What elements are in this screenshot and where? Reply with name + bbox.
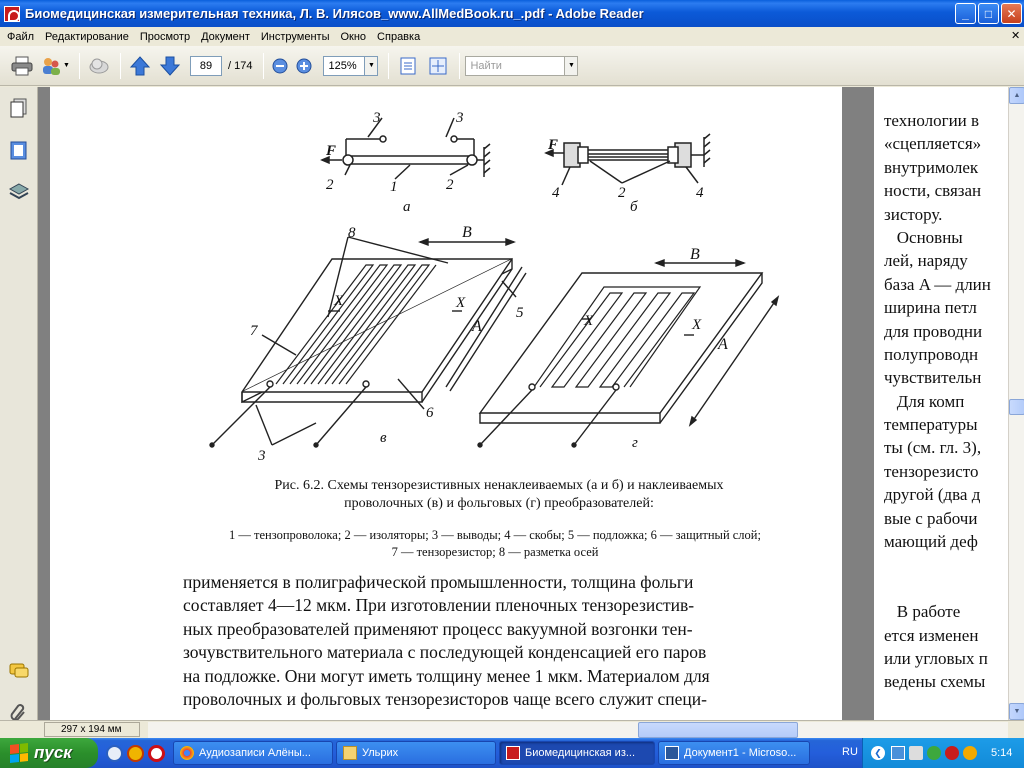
label-3-right: 3 xyxy=(456,110,464,126)
text-line: технологии в xyxy=(884,111,980,130)
text-line: составляет 4—12 мкм. При изготовлении пленочных тензорезистив- xyxy=(183,595,695,616)
label-a-dimension-v: A xyxy=(472,318,482,335)
navigation-pane xyxy=(0,87,38,738)
quick-launch xyxy=(98,745,173,762)
status-bar xyxy=(0,720,1024,738)
task-label: Документ1 - Microso... xyxy=(684,747,797,759)
start-label: пуск xyxy=(34,743,72,762)
text-line: ширина петл xyxy=(884,298,977,318)
label-4-right: 4 xyxy=(696,185,704,201)
chevron-up-icon: ▲ xyxy=(1013,92,1021,99)
scroll-up-button[interactable] xyxy=(1009,87,1024,104)
tray-expand-icon[interactable]: ❮ xyxy=(871,746,885,760)
plus-circle-icon xyxy=(296,58,312,74)
search-dropdown-button[interactable] xyxy=(565,56,578,76)
text-line: ты (см. гл. 3), xyxy=(884,438,982,458)
chevron-down-icon: ▼ xyxy=(1013,708,1021,715)
hand-tool-button[interactable] xyxy=(85,52,113,80)
page-body-text xyxy=(183,571,823,711)
vertical-scrollbar[interactable] xyxy=(1008,87,1024,720)
minus-circle-icon xyxy=(272,58,288,74)
arrow-up-icon xyxy=(129,55,151,77)
label-force-a: F xyxy=(326,143,337,159)
arrow-down-icon xyxy=(159,55,181,77)
toolbar-separator xyxy=(459,53,460,79)
fit-window-icon xyxy=(428,56,448,76)
text-line: зочувствительного материала с последующей конденсацией его паров xyxy=(183,642,707,663)
bookmarks-icon[interactable] xyxy=(8,139,30,161)
menu-edit[interactable]: Редактирование xyxy=(45,30,129,43)
caption-g: г xyxy=(632,435,638,451)
taskbar-item-folder[interactable] xyxy=(336,741,496,765)
pdf-next-page xyxy=(874,87,1008,720)
task-label: Ульрих xyxy=(362,747,399,759)
caption-v: в xyxy=(380,430,387,446)
text-line: или угловых п xyxy=(884,648,988,668)
menu-file[interactable]: Файл xyxy=(7,30,35,43)
label-2-left: 2 xyxy=(326,177,334,193)
label-b-dimension-g: B xyxy=(690,246,700,263)
pages-icon[interactable] xyxy=(8,97,30,119)
clock[interactable]: 5:14 xyxy=(991,747,1013,759)
title-bar[interactable] xyxy=(0,0,1024,27)
figure-6-2-diagram xyxy=(50,87,842,477)
zoom-level-field[interactable]: 125% xyxy=(323,56,365,76)
page-scroll-icon xyxy=(398,56,418,76)
menu-view[interactable]: Просмотр xyxy=(139,30,191,43)
text-line: ведены схемы xyxy=(884,672,986,692)
label-5: 5 xyxy=(516,305,524,321)
avast-icon[interactable] xyxy=(127,745,144,762)
text-line xyxy=(884,553,991,576)
text-line: ных преобразователей применяют процесс вакуумной возгонки тен- xyxy=(183,618,693,639)
toolbar-separator xyxy=(263,53,264,79)
page-size-indicator: 297 x 194 мм xyxy=(44,722,140,737)
text-line: для проводни xyxy=(884,321,983,341)
text-line: полупроводн xyxy=(884,344,979,364)
text-line: ется изменен xyxy=(884,625,979,645)
ie-icon[interactable] xyxy=(106,745,123,762)
label-x-left-g: X xyxy=(584,313,594,329)
maximize-button[interactable]: □ xyxy=(978,3,999,24)
minimize-button[interactable]: _ xyxy=(955,3,976,24)
text-line: температуры xyxy=(884,415,978,435)
menu-window[interactable]: Окно xyxy=(340,30,367,43)
page-separator: / xyxy=(228,59,232,72)
task-label: Аудиозаписи Алёны... xyxy=(199,747,311,759)
text-line: В работе xyxy=(884,602,961,622)
close-button[interactable]: ✕ xyxy=(1001,3,1022,24)
caption-line: Рис. 6.2. Схемы тензорезистивных ненаклеиваемых (а и б) и наклеиваемых xyxy=(274,478,724,493)
label-b-dimension-v: B xyxy=(462,224,472,241)
label-2-right: 2 xyxy=(446,177,454,193)
next-page-text xyxy=(884,109,991,694)
text-line: на подложке. Они могут иметь толщину менее 1 мкм. Материалом для xyxy=(183,665,710,686)
collaborate-button[interactable] xyxy=(38,52,72,80)
caption-a: а xyxy=(403,199,411,215)
zoom-out-button[interactable] xyxy=(269,52,291,80)
layers-icon[interactable] xyxy=(8,181,30,203)
page-count: 174 xyxy=(234,59,253,72)
word-icon xyxy=(665,746,679,760)
text-line: зистору. xyxy=(884,204,943,224)
text-line: внутримолек xyxy=(884,157,979,177)
text-line: «сцепляется» xyxy=(884,134,982,154)
volume-icon[interactable] xyxy=(909,746,923,760)
label-a-dimension-g: A xyxy=(718,336,728,353)
horizontal-scroll-thumb[interactable] xyxy=(638,722,798,738)
label-8: 8 xyxy=(348,225,356,241)
cloud-icon xyxy=(88,55,110,77)
start-button[interactable] xyxy=(0,738,98,768)
scroll-mode-button[interactable] xyxy=(394,52,422,80)
menu-tools[interactable]: Инструменты xyxy=(260,30,330,43)
text-line: чувствительн xyxy=(884,368,982,388)
zoom-dropdown-button[interactable] xyxy=(365,56,378,76)
menu-bar xyxy=(0,27,1024,46)
previous-page-button[interactable] xyxy=(126,52,154,80)
chevron-down-icon: ▼ xyxy=(568,62,575,69)
horizontal-scrollbar[interactable] xyxy=(148,722,1008,738)
label-1: 1 xyxy=(390,179,398,195)
taskbar xyxy=(0,738,1024,768)
text-line: мающий деф xyxy=(884,532,978,552)
label-7: 7 xyxy=(250,323,258,339)
toolbar xyxy=(0,46,1024,86)
label-3-left: 3 xyxy=(373,110,381,126)
chevron-down-icon: ▼ xyxy=(368,62,375,69)
opera-icon[interactable] xyxy=(148,745,165,762)
label-x-left-v: X xyxy=(334,293,344,309)
text-line: проволочных и фольговых тензорезисторов чаще всего служит специ- xyxy=(183,689,707,710)
windows-flag-icon xyxy=(10,743,28,763)
label-3-bottom: 3 xyxy=(258,448,266,464)
adobe-reader-icon xyxy=(4,6,20,22)
printer-icon xyxy=(11,56,33,76)
text-line: лей, наряду xyxy=(884,251,968,271)
label-x-right-v: X xyxy=(456,295,466,311)
chevron-down-icon: ▼ xyxy=(63,62,70,69)
text-line: Для комп xyxy=(884,391,965,411)
menu-document[interactable]: Документ xyxy=(201,30,250,43)
security-icon[interactable] xyxy=(945,746,959,760)
scroll-down-button[interactable] xyxy=(1009,703,1024,720)
label-6: 6 xyxy=(426,405,434,421)
pdf-icon xyxy=(506,746,520,760)
label-4-left: 4 xyxy=(552,185,560,201)
text-line xyxy=(884,577,991,600)
text-line: вые с рабочи xyxy=(884,508,978,528)
caption-line: проволочных (в) и фольговых (г) преобразователей: xyxy=(344,496,654,511)
label-force-b: F xyxy=(548,137,559,153)
page-number-input[interactable]: 89 xyxy=(190,56,222,76)
next-page-button[interactable] xyxy=(156,52,184,80)
zoom-in-button[interactable] xyxy=(293,52,315,80)
text-line: другой (два д xyxy=(884,485,981,505)
taskbar-item-audio[interactable] xyxy=(173,741,333,765)
system-tray xyxy=(862,738,1024,768)
label-x-right-g: X xyxy=(692,317,702,333)
close-document-icon[interactable]: ✕ xyxy=(1011,30,1021,42)
folder-icon xyxy=(343,746,357,760)
window-controls xyxy=(955,3,1022,24)
toolbar-separator xyxy=(388,53,389,79)
people-icon xyxy=(40,56,62,76)
legend-line: 1 — тензопроволока; 2 — изоляторы; 3 — выводы; 4 — скобы; 5 — подложка; 6 — защитный слой; xyxy=(229,528,761,542)
comments-icon[interactable] xyxy=(8,660,30,682)
legend-line: 7 — тензорезистор; 8 — разметка осей xyxy=(391,545,599,559)
window-title: Биомедицинская измерительная техника, Л. В. Илясов_www.AllMedBook.ru_.pdf - Adobe Reader xyxy=(25,6,644,21)
antivirus-icon[interactable] xyxy=(927,746,941,760)
taskbar-item-adobe-reader[interactable] xyxy=(499,741,655,765)
toolbar-separator xyxy=(79,53,80,79)
vertical-scroll-thumb[interactable] xyxy=(1009,399,1024,415)
pdf-page xyxy=(50,87,842,720)
language-indicator[interactable]: RU xyxy=(842,746,858,758)
page-total xyxy=(228,60,252,72)
chrome-icon xyxy=(180,746,194,760)
update-icon[interactable] xyxy=(963,746,977,760)
text-line: тензорезисто xyxy=(884,461,979,481)
caption-b: б xyxy=(630,199,638,215)
document-area[interactable] xyxy=(38,87,1008,720)
toolbar-separator xyxy=(120,53,121,79)
text-line: применяется в полиграфической промышленности, толщина фольги xyxy=(183,572,694,592)
search-input[interactable]: Найти xyxy=(465,56,565,76)
label-2-b: 2 xyxy=(618,185,626,201)
taskbar-item-word[interactable] xyxy=(658,741,810,765)
network-icon[interactable] xyxy=(891,746,905,760)
fit-page-button[interactable] xyxy=(424,52,452,80)
text-line: база A — длин xyxy=(884,274,991,294)
print-button[interactable] xyxy=(8,52,36,80)
task-label: Биомедицинская из... xyxy=(525,747,636,759)
text-line: Основны xyxy=(884,227,963,247)
menu-help[interactable]: Справка xyxy=(377,30,421,43)
figure-legend xyxy=(170,527,820,561)
text-line: ности, связан xyxy=(884,181,982,201)
figure-caption xyxy=(194,477,804,513)
